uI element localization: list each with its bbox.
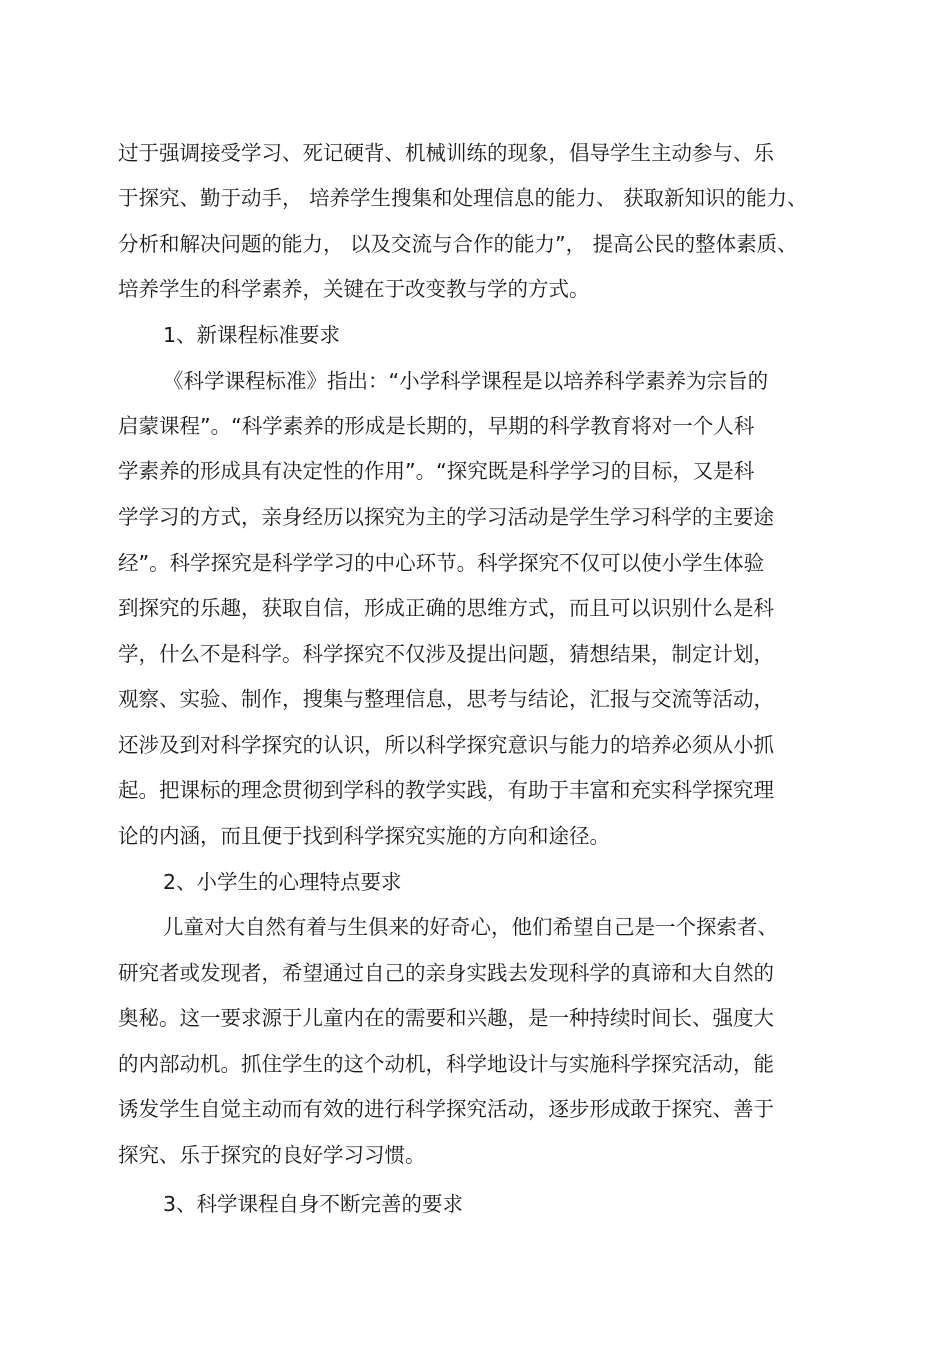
body-text-line: 培养学生的科学素养，关键在于改变教与学的方式。 xyxy=(118,277,590,301)
section-heading: 2、小学生的心理特点要求 xyxy=(163,870,402,894)
body-text-line: 儿童对大自然有着与生俱来的好奇心，他们希望自己是一个探索者、 xyxy=(163,915,778,939)
body-text-line: 学，什么不是科学。科学探究不仅涉及提出问题，猜想结果，制定计划， xyxy=(118,642,774,666)
body-text-line: 论的内涵，而且便于找到科学探究实施的方向和途径。 xyxy=(118,824,610,848)
body-text-line: 的内部动机。抓住学生的这个动机，科学地设计与实施科学探究活动，能 xyxy=(118,1052,774,1076)
body-text-line: 观察、实验、制作，搜集与整理信息，思考与结论，汇报与交流等活动， xyxy=(118,687,774,711)
body-text-line: 经”。科学探究是科学学习的中心环节。科学探究不仅可以使小学生体验 xyxy=(118,551,765,575)
body-text-line: 起。把课标的理念贯彻到学科的教学实践，有助于丰富和充实科学探究理 xyxy=(118,778,774,802)
body-text-line: 到探究的乐趣，获取自信，形成正确的思维方式，而且可以识别什么是科 xyxy=(118,596,774,620)
body-text-line: 《科学课程标准》指出：“小学科学课程是以培养科学素养为宗旨的 xyxy=(163,369,769,393)
body-text-line: 过于强调接受学习、死记硬背、机械训练的现象，倡导学生主动参与、乐 xyxy=(118,141,774,165)
body-text-line: 研究者或发现者，希望通过自己的亲身实践去发现科学的真谛和大自然的 xyxy=(118,961,774,985)
body-text-line: 学素养的形成具有决定性的作用”。“探究既是科学学习的目标，又是科 xyxy=(118,459,755,483)
body-text-line: 奥秘。这一要求源于儿童内在的需要和兴趣，是一种持续时间长、强度大 xyxy=(118,1006,774,1030)
body-text-line: 诱发学生自觉主动而有效的进行科学探究活动，逐步形成敢于探究、善于 xyxy=(118,1097,774,1121)
body-text-line: 还涉及到对科学探究的认识，所以科学探究意识与能力的培养必须从小抓 xyxy=(118,733,774,757)
body-text-line: 分析和解决问题的能力， 以及交流与合作的能力”， 提高公民的整体素质、 xyxy=(118,232,798,256)
section-heading: 3、科学课程自身不断完善的要求 xyxy=(163,1192,464,1216)
body-text-line: 学学习的方式，亲身经历以探究为主的学习活动是学生学习科学的主要途 xyxy=(118,505,774,529)
body-text-line: 于探究、勤于动手， 培养学生搜集和处理信息的能力、 获取新知识的能力、 xyxy=(118,186,808,210)
body-text-line: 启蒙课程”。“科学素养的形成是长期的，早期的科学教育将对一个人科 xyxy=(118,414,755,438)
section-heading: 1、新课程标准要求 xyxy=(163,323,341,347)
body-text-line: 探究、乐于探究的良好学习习惯。 xyxy=(118,1143,426,1167)
